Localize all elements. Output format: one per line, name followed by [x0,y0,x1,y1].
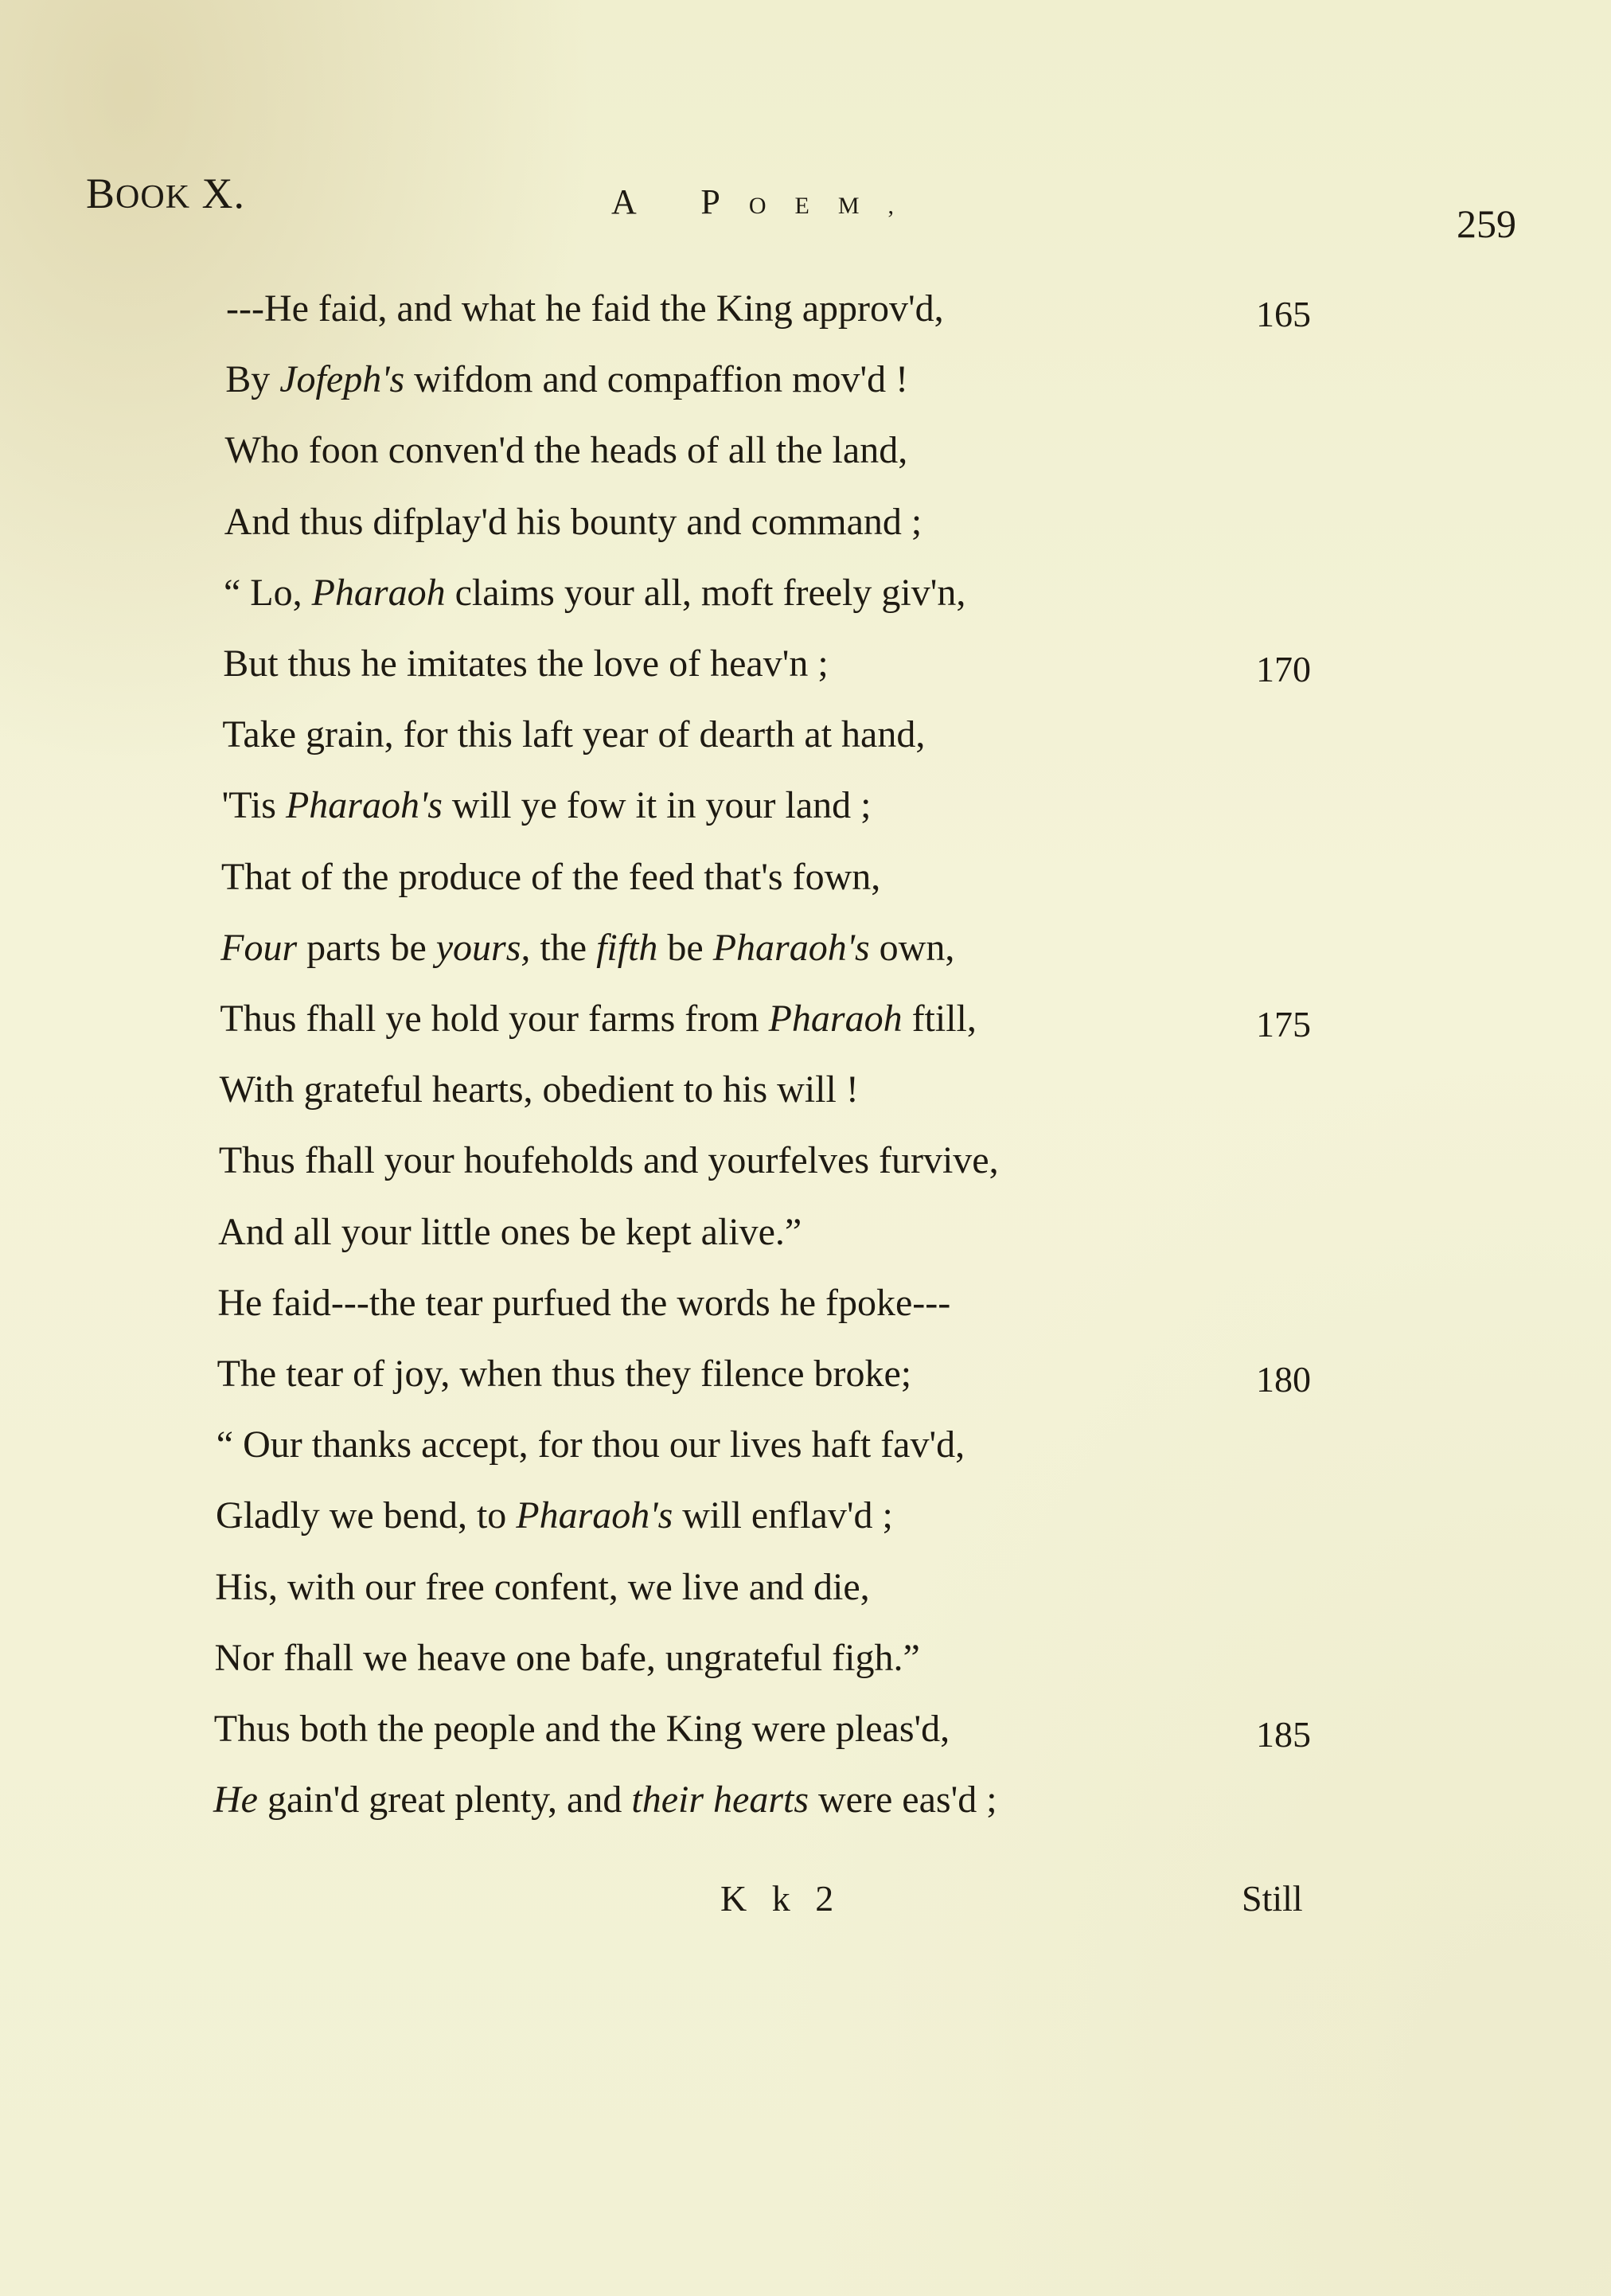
verse-italic-text: fifth [596,926,658,969]
verse-italic-text: Four [220,926,298,969]
verse-line [224,431,907,470]
line-number: 170 [1256,649,1311,689]
verse-text: ---He faid, and what he faid the King approv'd, [226,287,944,330]
verse-italic-text: yours, [435,926,531,969]
line-number: 185 [1256,1714,1311,1755]
verse-italic-text: Pharaoh's [712,926,870,969]
verse-text: Who foon conven'd the heads of all the land, [224,429,908,472]
verse-line [225,358,909,401]
verse-text: His, with our free confent, we live and die, [215,1565,870,1608]
verse-italic-text: their hearts [631,1779,809,1822]
verse-text: He faid---the tear purfued the words he fpoke--- [217,1281,951,1324]
verse-text: ftill, [902,998,977,1040]
running-head-book [86,169,245,218]
running-head-title-initial: P [700,182,749,221]
verse-text: “ Lo, [223,571,312,614]
verse-italic-text: Pharaoh's [285,784,443,827]
verse-line [218,1210,802,1253]
verse-line [217,1355,912,1393]
verse-text: Gladly we bend, to [216,1494,517,1537]
running-head-title [611,182,923,222]
verse-line [213,1779,997,1822]
verse-text: Thus fhall your houfeholds and yourfelves furvive, [218,1139,999,1182]
verse-line [221,784,872,827]
running-head-book-initial: B [86,170,116,217]
verse-text: With grateful hearts, obedient to his will ! [219,1068,859,1111]
verse-line [217,1281,951,1324]
verse-text: own, [869,926,955,969]
verse-text: And thus difplay'd his bounty and command ; [224,500,923,543]
verse-line [219,1068,859,1111]
verse-text: Thus both the people and the King were pleas'd, [213,1708,950,1750]
verse-text: parts be [297,926,436,969]
line-number: 175 [1256,1004,1311,1045]
verse-text: And all your little ones be kept alive.” [218,1210,802,1253]
verse-italic-text: Pharaoh's [516,1494,673,1537]
verse-text: the [530,926,597,969]
verse-italic-text: Jofeph's [279,358,405,401]
verse-line [222,713,926,756]
verse-text: gain'd great plenty, and [257,1779,632,1822]
verse-line [220,855,881,898]
verse-italic-text: Pharaoh [768,998,903,1040]
verse-text: claims your all, moft freely giv'n, [445,571,966,614]
verse-line [226,287,944,330]
verse-line [214,1636,920,1679]
line-number: 180 [1256,1359,1311,1400]
verse-text: were eas'd ; [809,1779,997,1822]
verse-line [220,1000,977,1038]
printer-signature: K k 2 [720,1878,842,1919]
verse-line [215,1565,870,1608]
verse-line [218,1139,999,1182]
running-head-book-rest: OOK [115,179,191,216]
verse-text: “ Our thanks accept, for thou our lives haft fav'd, [216,1423,965,1466]
verse-line [223,571,966,614]
verse-text: will ye fow it in your land ; [442,784,872,827]
running-head-title-first: A [611,182,664,221]
running-head-book-numeral: X. [201,170,246,217]
verse-text: Nor fhall we heave one bafe, ungrateful figh.” [214,1636,920,1679]
verse-text: wifdom and compaffion mov'd ! [404,358,909,401]
verse-line [224,500,923,543]
verse-text: will enflav'd ; [673,1494,893,1537]
page-number: 259 [1457,201,1516,246]
catchword: Still [1242,1878,1303,1919]
verse-text: 'Tis [221,784,286,827]
verse-text: Thus fhall ye hold your farms from [220,998,769,1040]
verse-line [214,1710,950,1748]
verse-text: Take grain, for this laft year of dearth at hand, [222,713,926,756]
verse-text: The tear of joy, when thus they filence broke; [216,1353,912,1395]
verse-italic-text: He [213,1779,258,1822]
running-head-title-rest: OEM, [748,193,923,219]
verse-line [223,642,829,685]
verse-text: By [225,358,280,401]
verse-text: be [657,926,713,969]
verse-line [220,926,955,969]
verse-line [216,1423,965,1466]
verse-italic-text: Pharaoh [311,571,446,614]
verse-text: But thus he imitates the love of heav'n ; [223,642,829,685]
verse-text: That of the produce of the feed that's fown, [220,855,881,898]
line-number: 165 [1256,294,1311,334]
verse-line [216,1494,893,1537]
